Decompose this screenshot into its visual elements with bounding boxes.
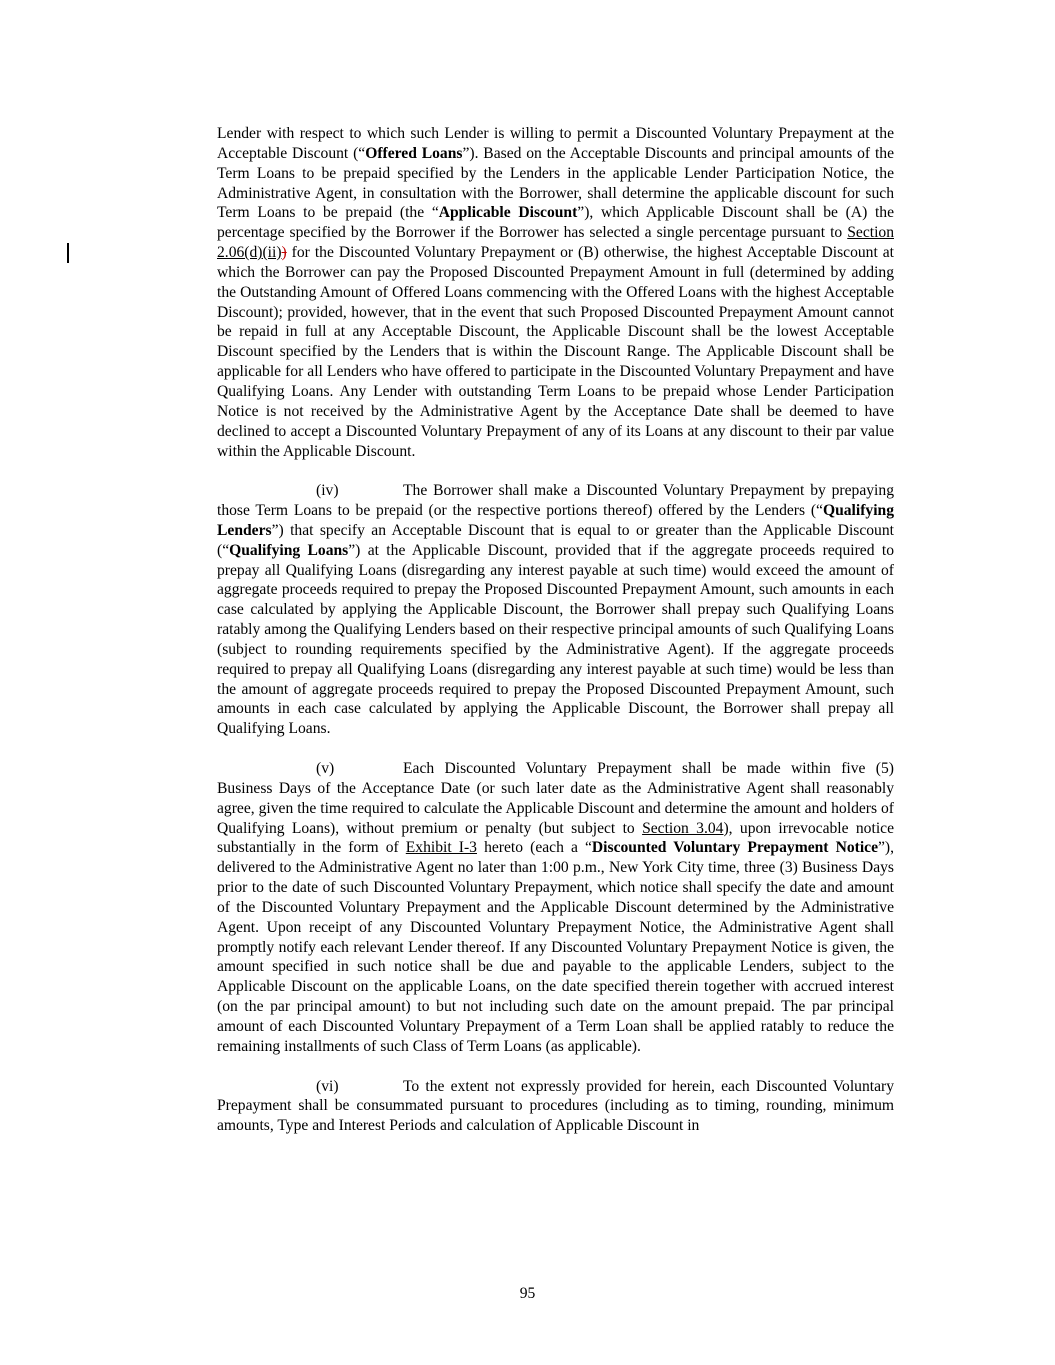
paragraph-v [217, 759, 894, 1057]
exhibit-reference-link[interactable]: Exhibit I-3 [405, 839, 477, 857]
text-span: ”) at the Applicable Discount, provided that if the aggregate proceeds required to prepay all Qualifying Loans (disregarding any interest payable at such time) would exceed the amount of aggregate proceeds required to prepay the Proposed Discounted Prepayment Amount, such amounts in each case calculated by applying the Applicable Discount, the Borrower shall prepay such Qualifying Loans ratably among the Qualifying Lenders based on their respective principal amounts of such Qualifying Loans (subject to rounding requirements specified by the Administrative Agent). If the aggregate proceeds required to prepay all Qualifying Loans (disregarding any interest payable at such time) would be less than the amount of aggregate proceeds required to prepay the Proposed Discounted Prepayment Amount, such amounts in each case calculated by applying the Applicable Discount, the Borrower shall prepay all Qualifying Loans. [217, 541, 894, 738]
text-span: ”) that specify an Acceptable Discount that is equal to or greater than the Applicable Discount (“ [217, 521, 894, 559]
defined-term-applicable-discount: Applicable Discount [438, 204, 578, 222]
deleted-text: ) [281, 244, 287, 262]
defined-term-qualifying-loans: Qualifying Loans [229, 541, 349, 559]
section-reference-link[interactable]: Section 3.04 [642, 819, 724, 837]
text-span: To the extent not expressly provided for herein, each Discounted Voluntary Prepayment shall be consummated pursuant to procedures (including as to timing, rounding, minimum amounts, Type and Interest Periods and calculation of Applicable Discount in [217, 1077, 894, 1135]
paragraph-number: (vi) [316, 1077, 339, 1095]
paragraph-vi [217, 1077, 894, 1137]
paragraph-iii-continued [217, 124, 894, 461]
paragraph-number: (iv) [316, 482, 339, 500]
defined-term-prepayment-notice: Discounted Voluntary Prepayment Notice [591, 839, 878, 857]
paragraph-number: (v) [316, 760, 335, 777]
text-span: The Borrower shall make a Discounted Voluntary Prepayment by prepaying those Term Loans to be prepaid (or the respective portions thereof) offered by the Lenders (“ [217, 482, 894, 520]
text-span: Each Discounted Voluntary Prepayment shall be made within five (5) Business Days of the Acceptance Date (or such later date as the Administrative Agent shall reasonably agree, given the time required to calculate the Applicable Discount and determine the amount and holders of Qualifying Loans), without premium or penalty (but subject to [217, 760, 894, 837]
paragraph-iv [217, 481, 894, 739]
text-span: ”), which Applicable Discount shall be (A) the percentage specified by the Borrower if the Borrower has selected a single percentage pursuant to [217, 204, 895, 242]
text-span: hereto (each a “ [476, 839, 592, 857]
text-span: Lender with respect to which such Lender is willing to permit a Discounted Voluntary Prepayment at the Acceptable Discount (“ [217, 125, 894, 162]
section-reference-link[interactable]: Section 2.06(d)(ii) [217, 224, 894, 262]
defined-term-offered-loans: Offered Loans [365, 144, 463, 162]
text-span: ”), delivered to the Administrative Agent no later than 1:00 p.m., New York City time, three (3) Business Days prior to the date of such Discounted Voluntary Prepayment, which notice shall specify the date and amount of the Discounted Voluntary Prepayment and the Applicable Discount determined by the Administrative Agent. Upon receipt of any Discounted Voluntary Prepayment Notice, the Administrative Agent shall promptly notify each relevant Lender thereof. If any Discounted Voluntary Prepayment Notice is given, the amount specified in such notice shall be due and payable to the applicable Lenders, subject to the Applicable Discount on the applicable Loans, on the date specified therein together with accrued interest (on the par principal amount) to but not including such date on the amount prepaid. The par principal amount of each Discounted Voluntary Prepayment of a Term Loan shall be applied ratably to reduce the remaining installments of such Class of Term Loans (as applicable). [217, 839, 895, 1055]
text-span: ”). Based on the Acceptable Discounts and principal amounts of the Term Loans to be prepaid specified by the Lenders in the applicable Lender Participation Notice, the Administrative Agent, in consultation with the Borrower, shall determine the applicable discount for such Term Loans to be prepaid (the “ [217, 144, 895, 222]
document-body [217, 124, 894, 1136]
text-span: for the Discounted Voluntary Prepayment or (B) otherwise, the highest Acceptable Discount at which the Borrower can pay the Proposed Discounted Prepayment Amount in full (determined by adding the Outstanding Amount of Offered Loans commencing with the Offered Loans with the highest Acceptable Discount); provided, however, that in the event that such Proposed Discounted Prepayment Amount cannot be repaid in full at any Acceptable Discount, the Applicable Discount shall be the lowest Acceptable Discount specified by the Lenders that is within the Discount Range. The Applicable Discount shall be applicable for all Lenders who have offered to participate in the Discounted Voluntary Prepayment and have Qualifying Loans. Any Lender with outstanding Term Loans to be prepaid whose Lender Participation Notice is not received by the Administrative Agent by the Acceptance Date shall be deemed to have declined to accept a Discounted Voluntary Prepayment of any of its Loans at any discount to their par value within the Applicable Discount. [217, 244, 894, 460]
defined-term-qualifying-lenders: Qualifying Lenders [217, 502, 894, 539]
page-number: 95 [519, 1285, 536, 1302]
revision-change-bar [67, 243, 69, 263]
text-span: ), upon irrevocable notice substantially in the form of [217, 819, 894, 857]
